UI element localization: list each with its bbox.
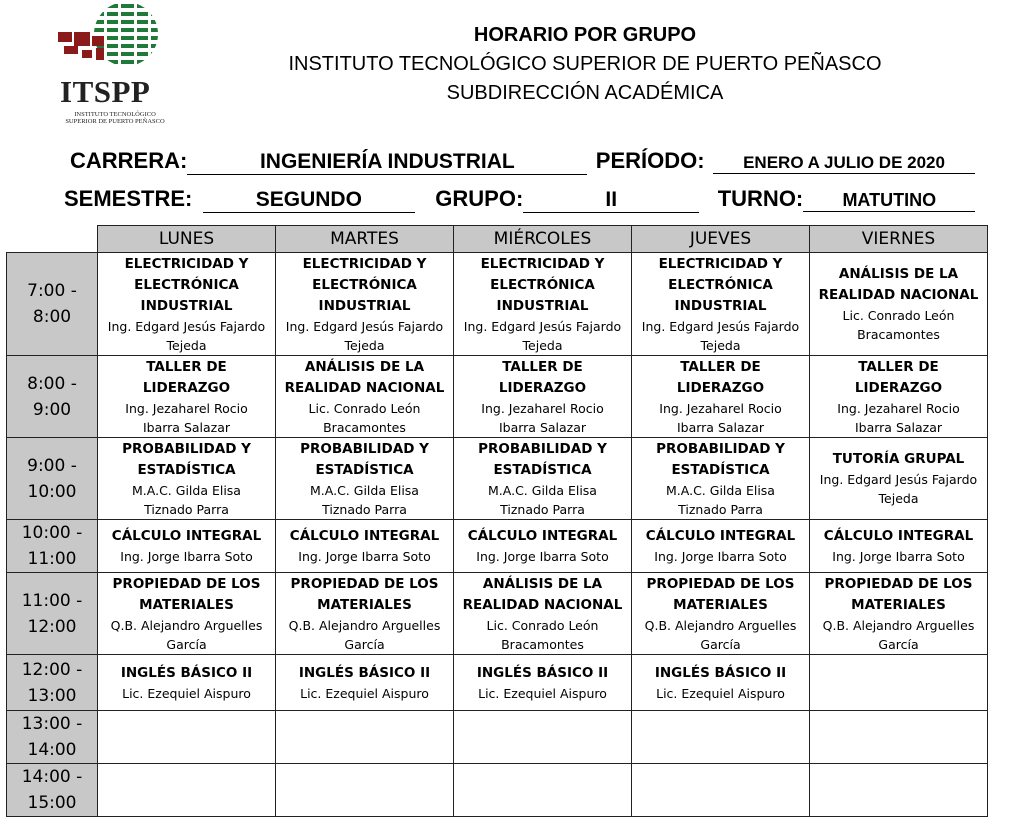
empty-cell	[98, 764, 276, 817]
subject-name: INDUSTRIAL	[318, 297, 411, 314]
teacher-name: Bracamontes	[323, 419, 406, 435]
subject-name: LIDERAZGO	[676, 379, 765, 396]
subject-name: MATERIALES	[317, 596, 412, 613]
subject-name: TALLER DE	[146, 358, 227, 375]
teacher-name: Ing. Jorge Ibarra Soto	[298, 549, 431, 564]
subject-name: ELECTRÓNICA	[490, 276, 595, 293]
class-cell	[454, 438, 632, 520]
time-slot-row	[7, 655, 988, 711]
class-cell	[810, 253, 988, 356]
time-slot-text: 13:00	[27, 685, 77, 706]
teacher-name: Ibarra Salazar	[854, 419, 943, 435]
schedule-table	[6, 225, 988, 817]
teacher-name: Lic. Ezequiel Aispuro	[122, 685, 251, 701]
subject-name: ELECTRICIDAD Y	[480, 255, 605, 272]
time-slot-text: 11:00	[27, 549, 77, 569]
subject-name: MATERIALES	[139, 596, 234, 613]
subject-name: TALLER DE	[858, 358, 939, 375]
class-cell	[632, 253, 810, 356]
teacher-name: Ing. Edgard Jesús Fajardo	[641, 318, 800, 334]
subject-name: PROBABILIDAD Y	[656, 440, 785, 457]
subject-name: INDUSTRIAL	[140, 297, 233, 314]
subject-name: PROBABILIDAD Y	[300, 440, 429, 457]
corner-cell	[7, 226, 98, 253]
subject-name: CÁLCULO INTEGRAL	[645, 528, 796, 544]
subject-name: ANÁLISIS DE LA	[482, 575, 603, 592]
subject-name: LIDERAZGO	[854, 379, 943, 396]
subject-name: MATERIALES	[673, 596, 768, 613]
time-slot-row	[7, 711, 988, 764]
time-slot	[7, 655, 98, 711]
teacher-name: García	[878, 636, 919, 652]
subject-name: CÁLCULO INTEGRAL	[111, 528, 262, 544]
empty-cell	[810, 655, 988, 711]
class-cell	[810, 573, 988, 655]
time-slot	[7, 764, 98, 817]
subject-name: ELECTRÓNICA	[312, 276, 417, 293]
subject-name: ELECTRÓNICA	[668, 276, 773, 293]
empty-cell	[632, 711, 810, 764]
time-slot-text: 11:00 -	[21, 590, 83, 611]
class-cell	[98, 438, 276, 520]
teacher-name: Ing. Edgard Jesús Fajardo	[819, 472, 978, 487]
empty-cell	[98, 711, 276, 764]
subject-name: INGLÉS BÁSICO II	[476, 664, 609, 681]
info-line-1	[70, 148, 975, 175]
subject-name: ESTADÍSTICA	[671, 461, 770, 478]
teacher-name: Q.B. Alejandro Arguelles	[110, 617, 263, 633]
subject-name: ELECTRICIDAD Y	[658, 255, 783, 272]
time-slot-row	[7, 764, 988, 817]
time-slot-row	[7, 438, 988, 520]
subject-name: ELECTRICIDAD Y	[124, 255, 249, 272]
teacher-name: Ibarra Salazar	[142, 419, 231, 435]
subject-name: CÁLCULO INTEGRAL	[823, 528, 974, 544]
class-cell	[276, 438, 454, 520]
teacher-name: Q.B. Alejandro Arguelles	[644, 617, 797, 633]
teacher-name: Ing. Edgard Jesús Fajardo	[463, 318, 622, 334]
time-slot	[7, 438, 98, 520]
subject-name: REALIDAD NACIONAL	[818, 287, 979, 303]
teacher-name: Ing. Jorge Ibarra Soto	[832, 549, 965, 564]
class-cell	[632, 655, 810, 711]
teacher-name: Tejeda	[878, 491, 919, 506]
class-cell	[276, 520, 454, 573]
time-slot-text: 9:00 -	[27, 455, 77, 476]
class-cell	[98, 655, 276, 711]
teacher-name: Q.B. Alejandro Arguelles	[288, 617, 441, 633]
teacher-name: M.A.C. Gilda Elisa	[132, 482, 241, 498]
time-slot-text: 7:00 -	[27, 281, 77, 301]
subject-name: ESTADÍSTICA	[493, 461, 592, 478]
empty-cell	[810, 711, 988, 764]
teacher-name: M.A.C. Gilda Elisa	[666, 482, 775, 498]
teacher-name: Tejeda	[700, 337, 741, 353]
teacher-name: Lic. Ezequiel Aispuro	[300, 685, 429, 701]
time-slot-text: 10:00	[27, 481, 77, 502]
time-slot-text: 14:00	[27, 740, 77, 760]
subject-name: TALLER DE	[680, 358, 761, 375]
teacher-name: M.A.C. Gilda Elisa	[488, 482, 597, 498]
subject-name: PROBABILIDAD Y	[478, 440, 607, 457]
time-slot-text: 14:00 -	[21, 767, 83, 787]
teacher-name: M.A.C. Gilda Elisa	[310, 482, 419, 498]
time-slot-row	[7, 573, 988, 655]
subject-name: ANÁLISIS DE LA	[838, 266, 959, 282]
teacher-name: Ibarra Salazar	[676, 419, 765, 435]
subject-name: REALIDAD NACIONAL	[462, 596, 623, 613]
subject-name: TUTORÍA GRUPAL	[832, 451, 965, 467]
subject-name: ANÁLISIS DE LA	[304, 358, 425, 375]
teacher-name: García	[166, 636, 207, 652]
info-line-2	[64, 186, 975, 213]
department-name: SUBDIRECCIÓN ACADÉMICA	[446, 82, 724, 104]
subject-name: LIDERAZGO	[498, 379, 587, 396]
time-slot-text: 12:00 -	[21, 659, 83, 680]
teacher-name: Lic. Ezequiel Aispuro	[656, 685, 785, 701]
subject-name: INGLÉS BÁSICO II	[298, 664, 431, 681]
empty-cell	[632, 764, 810, 817]
teacher-name: García	[700, 636, 741, 652]
class-cell	[98, 520, 276, 573]
teacher-name: Ing. Jezaharel Rocio	[837, 400, 960, 416]
class-cell	[454, 356, 632, 438]
class-cell	[276, 655, 454, 711]
class-cell	[810, 520, 988, 573]
time-slot-row	[7, 520, 988, 573]
teacher-name: Tiznado Parra	[678, 501, 763, 517]
time-slot-text: 15:00	[27, 793, 77, 813]
turno-label: TURNO:	[717, 186, 804, 211]
teacher-name: Ing. Jorge Ibarra Soto	[476, 549, 609, 564]
class-cell	[632, 438, 810, 520]
carrera-value: INGENIERÍA INDUSTRIAL	[187, 150, 587, 175]
class-cell	[98, 356, 276, 438]
time-slot	[7, 520, 98, 573]
subject-name: LIDERAZGO	[142, 379, 231, 396]
teacher-name: Tejeda	[166, 337, 207, 353]
time-slot	[7, 253, 98, 356]
subject-name: MATERIALES	[851, 596, 946, 613]
subject-name: ELECTRICIDAD Y	[302, 255, 427, 272]
page-title: HORARIO POR GRUPO	[473, 24, 697, 46]
time-slot-text: 10:00 -	[21, 523, 83, 543]
time-slot	[7, 573, 98, 655]
subject-name: ESTADÍSTICA	[315, 461, 414, 478]
periodo-value: ENERO A JULIO DE 2020	[713, 153, 975, 174]
subject-name: PROPIEDAD DE LOS	[824, 575, 973, 592]
class-cell	[632, 356, 810, 438]
empty-cell	[454, 711, 632, 764]
day-header: JUEVES	[632, 226, 810, 253]
logo-acronym: ITSPP	[60, 74, 151, 109]
globe-emblem	[58, 2, 162, 66]
class-cell	[810, 438, 988, 520]
subject-name: PROPIEDAD DE LOS	[290, 575, 439, 592]
teacher-name: Ing. Edgard Jesús Fajardo	[285, 318, 444, 334]
day-header: MARTES	[276, 226, 454, 253]
subject-name: REALIDAD NACIONAL	[284, 379, 445, 396]
teacher-name: Lic. Conrado León	[486, 617, 599, 633]
class-cell	[276, 573, 454, 655]
teacher-name: Lic. Conrado León	[842, 308, 955, 323]
time-slot-row	[7, 253, 988, 356]
time-slot-text: 13:00 -	[21, 714, 83, 734]
time-slot-text: 8:00 -	[27, 373, 77, 394]
subject-name: CÁLCULO INTEGRAL	[467, 528, 618, 544]
day-header: VIERNES	[810, 226, 988, 253]
institution-name: INSTITUTO TECNOLÓGICO SUPERIOR DE PUERTO PEÑASCO	[288, 53, 882, 75]
subject-name: ESTADÍSTICA	[137, 461, 236, 478]
day-header: LUNES	[98, 226, 276, 253]
carrera-label: CARRERA:	[70, 148, 188, 173]
teacher-name: García	[344, 636, 385, 652]
day-header-row	[7, 226, 988, 253]
teacher-name: Tiznado Parra	[144, 501, 229, 517]
subject-name: PROPIEDAD DE LOS	[646, 575, 795, 592]
teacher-name: Ing. Jezaharel Rocio	[125, 400, 248, 416]
semestre-value: SEGUNDO	[203, 188, 415, 213]
teacher-name: Ing. Jorge Ibarra Soto	[654, 549, 787, 564]
class-cell	[632, 520, 810, 573]
empty-cell	[810, 764, 988, 817]
class-cell	[98, 573, 276, 655]
subject-name: CÁLCULO INTEGRAL	[289, 528, 440, 544]
time-slot-text: 9:00	[32, 399, 72, 420]
periodo-label: PERÍODO:	[595, 148, 705, 173]
subject-name: INGLÉS BÁSICO II	[120, 664, 253, 681]
grupo-value: II	[523, 188, 699, 213]
subject-name: ELECTRÓNICA	[134, 276, 239, 293]
teacher-name: Ing. Jezaharel Rocio	[481, 400, 604, 416]
class-cell	[454, 655, 632, 711]
time-slot-row	[7, 356, 988, 438]
day-header: MIÉRCOLES	[454, 226, 632, 253]
class-cell	[632, 573, 810, 655]
empty-cell	[276, 764, 454, 817]
teacher-name: Q.B. Alejandro Arguelles	[822, 617, 975, 633]
time-slot	[7, 356, 98, 438]
time-slot-text: 8:00	[32, 307, 72, 327]
teacher-name: Ing. Jorge Ibarra Soto	[120, 549, 253, 564]
class-cell	[454, 253, 632, 356]
grupo-label: GRUPO:	[435, 186, 524, 211]
semestre-label: SEMESTRE:	[64, 186, 193, 211]
class-cell	[276, 253, 454, 356]
teacher-name: Bracamontes	[857, 327, 940, 342]
subject-name: INDUSTRIAL	[674, 297, 767, 314]
teacher-name: Ibarra Salazar	[498, 419, 587, 435]
class-cell	[454, 520, 632, 573]
time-slot	[7, 711, 98, 764]
turno-value: MATUTINO	[803, 190, 975, 212]
teacher-name: Ing. Edgard Jesús Fajardo	[107, 318, 266, 334]
empty-cell	[276, 711, 454, 764]
empty-cell	[454, 764, 632, 817]
teacher-name: Tejeda	[344, 337, 385, 353]
teacher-name: Lic. Ezequiel Aispuro	[478, 685, 607, 701]
time-slot-text: 12:00	[27, 616, 77, 637]
logo-subtitle: INSTITUTO TECNOLÓGICO SUPERIOR DE PUERTO PEÑASCO	[65, 111, 165, 125]
teacher-name: Tejeda	[522, 337, 563, 353]
subject-name: INDUSTRIAL	[496, 297, 589, 314]
class-cell	[810, 356, 988, 438]
teacher-name: Tiznado Parra	[322, 501, 407, 517]
class-cell	[98, 253, 276, 356]
subject-name: PROBABILIDAD Y	[122, 440, 251, 457]
class-cell	[454, 573, 632, 655]
subject-name: TALLER DE	[502, 358, 583, 375]
subject-name: INGLÉS BÁSICO II	[654, 664, 787, 681]
class-cell	[276, 356, 454, 438]
teacher-name: Lic. Conrado León	[308, 400, 421, 416]
teacher-name: Bracamontes	[501, 636, 584, 652]
teacher-name: Tiznado Parra	[500, 501, 585, 517]
teacher-name: Ing. Jezaharel Rocio	[659, 400, 782, 416]
subject-name: PROPIEDAD DE LOS	[112, 575, 261, 592]
